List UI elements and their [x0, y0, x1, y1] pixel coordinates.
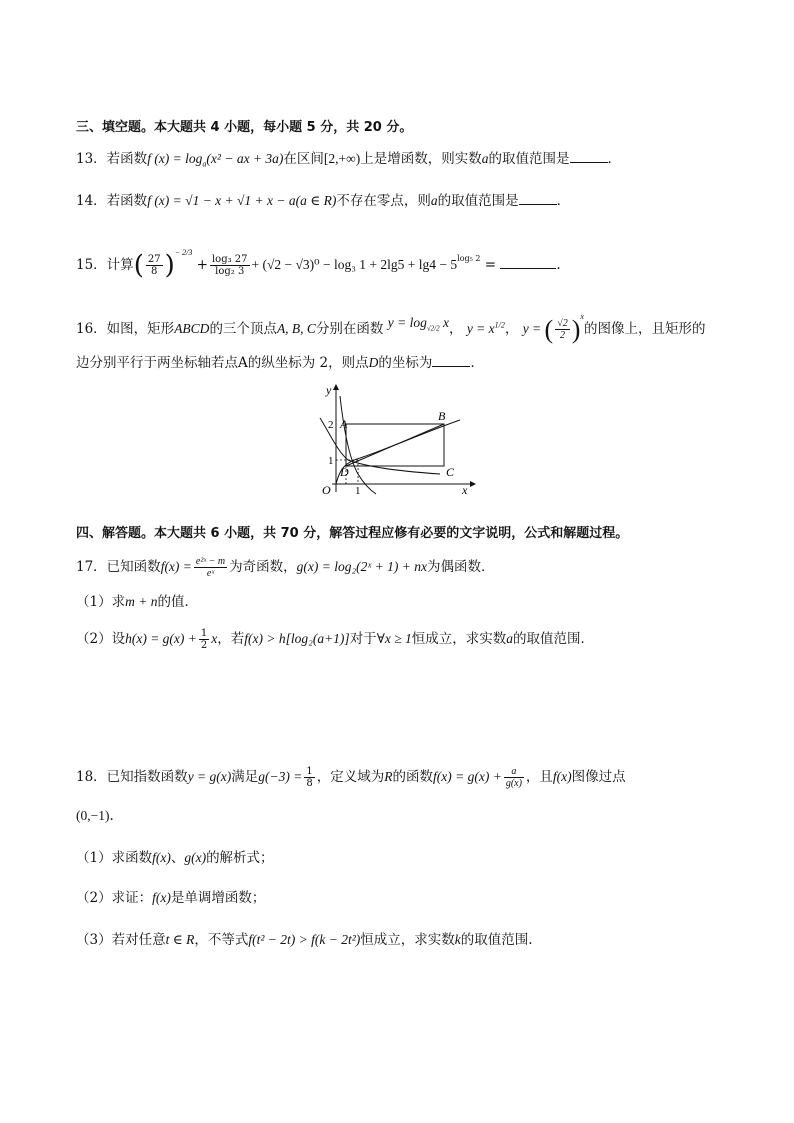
tick-x-1: 1: [355, 485, 361, 496]
question-18: 18．已知指数函数y = g(x)满足g(−3) = $\frac{1}{8}$ ，定义域为R的函数f(x) = g(x) + $\frac{a}{g(x)}$ ，且f(x)图像过点: [76, 766, 626, 789]
label-d: D: [340, 465, 349, 479]
question-18-point: (0,−1).: [76, 808, 114, 824]
curve-log: [340, 396, 376, 494]
label-x: x: [462, 483, 468, 496]
question-18-part-1: （1）求函数f(x)、g(x)的解析式；: [76, 850, 274, 866]
q16-func-power: $y = x^{1/2}$: [466, 320, 505, 336]
q16-func-exp: y = ( $\frac{√2}{2}$ )$^x$: [522, 312, 584, 344]
q16-figure: [310, 382, 480, 496]
tick-y-1: 1: [328, 455, 334, 467]
question-15: 15．计算( $\frac{27}{8}$ )$^{- 2/3}$ + $\frac{\text{log₃ 27}}{\text{log₂ 3}}$ + (√2 − √3)⁰ − log₃ $1 + 2\lg 5 + \lg 4 - 5^{log_5 2}$ = .: [76, 248, 561, 281]
q14-function: f (x) = √1 − x + √1 + x − a(a ∈ R): [147, 193, 337, 208]
q15-log-fraction: $\frac{\text{log₃ 27}}{\text{log₂ 3}}$: [211, 254, 248, 277]
question-13: 13．若函数f $(x) = \log_a(x^2$ − ax + 3a)在区间[2,+∞)上是增函数，则实数a的取值范围是 ．: [76, 148, 734, 175]
q13-answer-blank: [570, 148, 608, 163]
y-axis-arrow: [333, 384, 339, 390]
question-17-part-2: （2）设h(x) = g(x) + $\frac{1}{2}$ x，若f(x) > h[log₂(a+1)]对于∀x ≥ 1恒成立，求实数a的取值范围．: [76, 628, 594, 651]
curve-power: [336, 420, 460, 484]
line-d-b: [346, 424, 444, 466]
question-17-part-1: （1）求m + n的值．: [76, 594, 198, 610]
question-16: 16．如图，矩形ABCD的三个顶点A, B, C分别在函数 $y = \log_{√2/2} x$， $y = x^{1/2}$， y = ( $\frac{√2}{2}$ )$^x$的图像上，且矩形的: [76, 312, 706, 344]
q15-answer-blank: [500, 254, 556, 269]
label-c: C: [446, 465, 455, 479]
label-y: y: [326, 383, 332, 397]
q16-func-log: $y = \log_{√2/2} x$: [387, 315, 450, 333]
section-4-heading: 四、解答题。本大题共 6 小题，共 70 分，解答过程应修有必要的文字说明，公式和解题过程。: [76, 526, 629, 541]
label-origin: O: [322, 483, 331, 496]
question-18-part-3: （3）若对任意t ∈ R，不等式f(t² − 2t) > f(k − 2t²)恒成立，求实数k的取值范围.: [76, 932, 533, 948]
q13-function: f $(x) = \log_a(x^2$ − ax + 3a): [147, 151, 284, 169]
tick-y-2: 2: [328, 419, 334, 431]
q14-answer-blank: [519, 190, 557, 205]
x-axis-arrow: [470, 481, 476, 487]
question-17: 17．已知函数f(x) = $\frac{\text{e²ˣ − m}}{\text{eˣ}}$ 为奇函数，g(x) = log₂(2ˣ + 1) + nx为偶函数．: [76, 556, 495, 579]
q15-base-fraction: $\frac{27}{8}$: [147, 254, 161, 277]
q16-answer-blank: [432, 352, 470, 367]
label-b: B: [438, 409, 446, 423]
question-16-line-2: 边分别平行于两坐标轴若点A的纵坐标为 2，则点D的坐标为 .: [76, 352, 734, 373]
section-3-heading: 三、填空题。本大题共 4 小题，每小题 5 分，共 20 分。: [76, 120, 413, 135]
question-14: 14．若函数f (x) = √1 − x + √1 + x − a(a ∈ R)不存在零点，则a的取值范围是 ．: [76, 190, 734, 211]
question-18-part-2: （2）求证：f(x)是单调增函数；: [76, 890, 266, 906]
label-a: A: [340, 417, 348, 431]
